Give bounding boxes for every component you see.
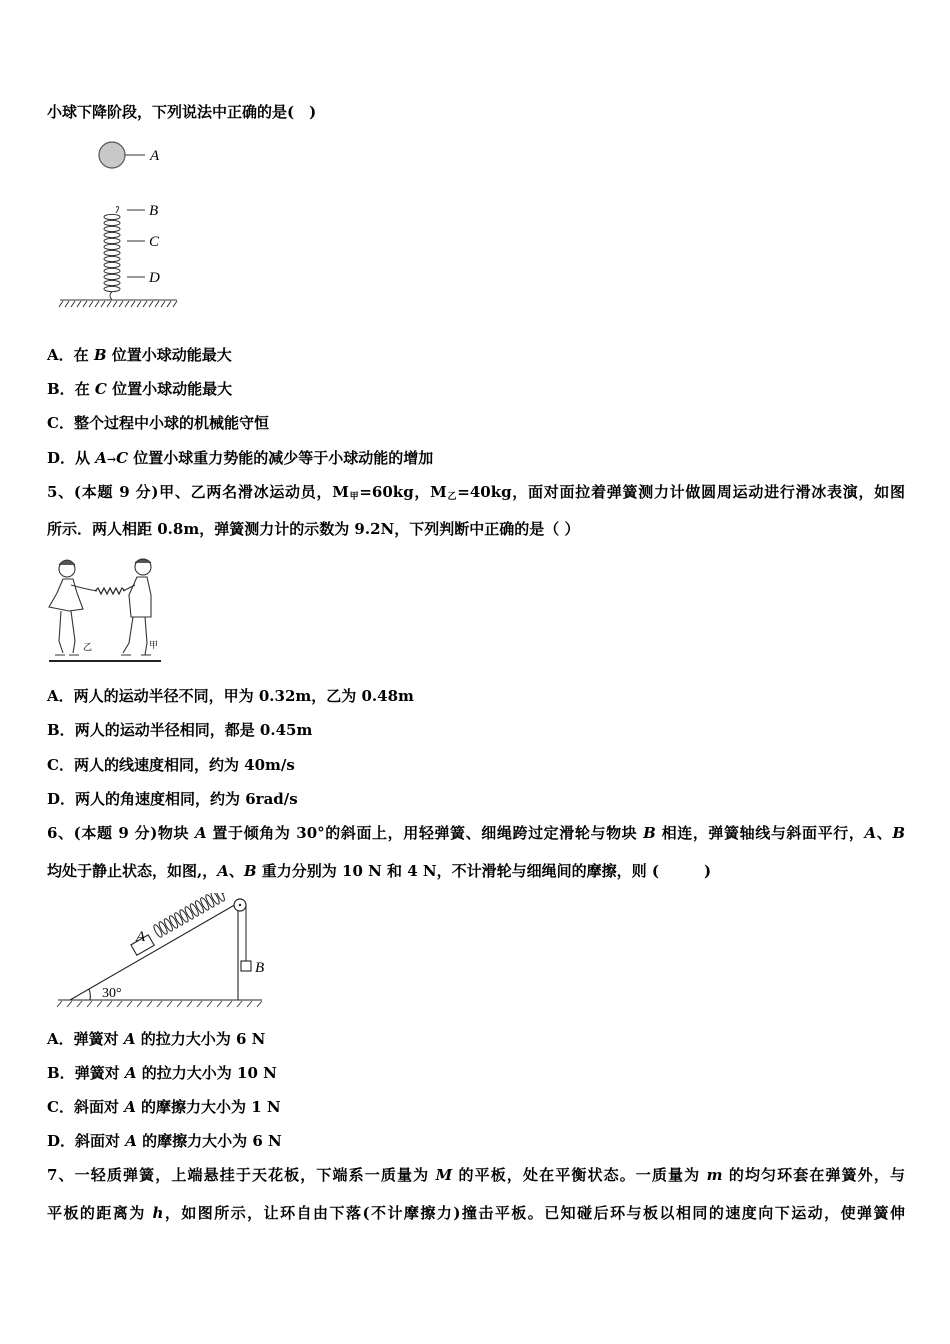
q4-stem-tail: 小球下降阶段，下列说法中正确的是( ) — [47, 103, 317, 121]
spring-icon — [104, 207, 120, 300]
q4-option-b[interactable]: B．在 C 位置小球动能最大 — [47, 380, 233, 398]
q4-option-a[interactable]: A．在 B 位置小球动能最大 — [47, 346, 232, 364]
q4-spring-ball-figure — [55, 135, 195, 310]
q6-option-a[interactable]: A．弹簧对 A 的拉力大小为 6 N — [47, 1030, 266, 1048]
spring-scale-icon — [95, 588, 125, 594]
skater-yi-icon — [49, 560, 97, 655]
q4-label-d: D — [149, 270, 160, 286]
ball-icon — [99, 142, 125, 168]
q6-stem-line1: 6、(本题 9 分)物块 A 置于倾角为 30°的斜面上，用轻弹簧、细绳跨过定滑轮与物块 B 相连，弹簧轴线与斜面平行，A、B — [47, 824, 905, 842]
ground-icon — [59, 300, 177, 307]
q6-incline-figure — [50, 893, 270, 1008]
q5-label-yi: 乙 — [83, 642, 93, 652]
q6-option-d[interactable]: D．斜面对 A 的摩擦力大小为 6 N — [47, 1132, 282, 1150]
q5-option-c[interactable]: C．两人的线速度相同，约为 40m/s — [47, 756, 295, 774]
q4-label-a: A — [150, 148, 160, 164]
q5-skaters-figure — [45, 553, 165, 665]
q5-label-jia: 甲 — [149, 640, 159, 650]
q5-option-a[interactable]: A．两人的运动半径不同，甲为 0.32m，乙为 0.48m — [47, 687, 414, 705]
incline-surface — [70, 903, 238, 1000]
q6-label-b: B — [255, 960, 265, 976]
q6-option-b[interactable]: B．弹簧对 A 的拉力大小为 10 N — [47, 1064, 277, 1082]
q5-stem-line2: 所示．两人相距 0.8m，弹簧测力计的示数为 9.2N，下列判断中正确的是（ ） — [47, 520, 580, 538]
spring-icon — [152, 893, 237, 938]
block-b-icon — [241, 961, 251, 971]
q4-option-d[interactable]: D．从 A→C 位置小球重力势能的减少等于小球动能的增加 — [47, 449, 434, 467]
q6-label-a: A — [136, 929, 146, 945]
q4-option-c[interactable]: C．整个过程中小球的机械能守恒 — [47, 414, 269, 432]
q7-stem-line1: 7、一轻质弹簧，上端悬挂于天花板，下端系一质量为 M 的平板，处在平衡状态。一质量为 m 的均匀环套在弹簧外，与 — [47, 1166, 905, 1184]
q5-stem-line1: 5、(本题 9 分)甲、乙两名滑冰运动员，$M_甲=60kg$，$M_乙=40kg$，面对面拉着弹簧测力计做圆周运动进行滑冰表演，如图 — [47, 483, 905, 502]
q4-label-c: C — [149, 234, 160, 250]
angle-arc-icon — [89, 989, 90, 1000]
q6-option-c[interactable]: C．斜面对 A 的摩擦力大小为 1 N — [47, 1098, 281, 1116]
q6-stem-line2: 均处于静止状态，如图,，A、B 重力分别为 10 N 和 4 N，不计滑轮与细绳间的摩擦，则 ( ) — [47, 862, 712, 880]
q6-angle-label: 30° — [102, 986, 122, 1001]
skater-jia-icon — [121, 559, 151, 655]
q5-option-d[interactable]: D．两人的角速度相同，约为 6rad/s — [47, 790, 298, 808]
q7-stem-line2: 平板的距离为 h，如图所示，让环自由下落(不计摩擦力)撞击平板。已知碰后环与板以相同的速度向下运动，使弹簧伸 — [47, 1204, 905, 1222]
q5-option-b[interactable]: B．两人的运动半径相同，都是 0.45m — [47, 721, 313, 739]
ground-hatch-icon — [57, 1001, 262, 1007]
q4-label-b: B — [149, 203, 159, 219]
